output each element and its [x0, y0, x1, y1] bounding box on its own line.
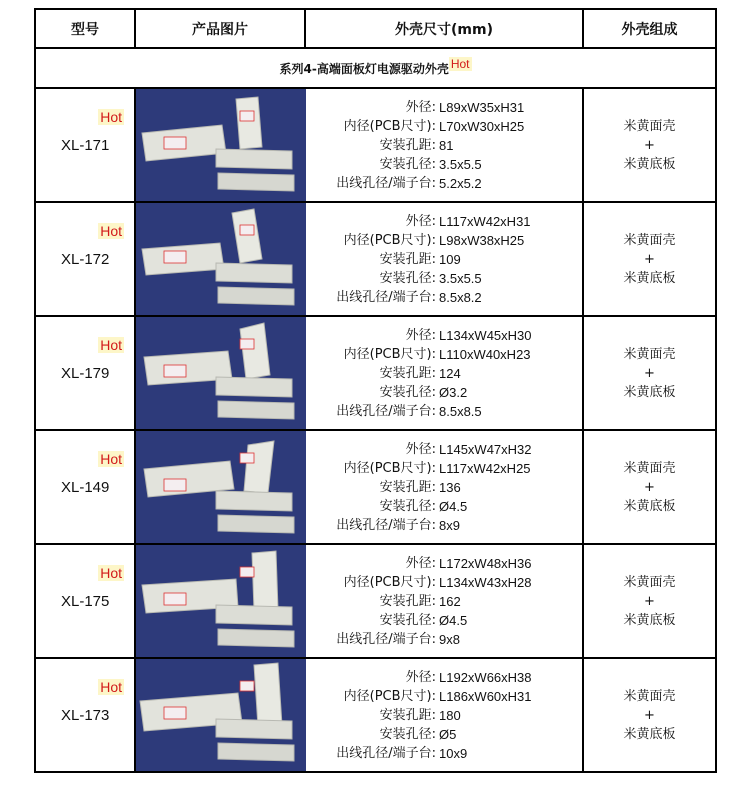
spec-hole-distance: [306, 478, 582, 497]
spec-label: 内径(PCB尺寸):: [343, 688, 436, 704]
product-photo: [136, 317, 306, 429]
spec-label: 安装孔距:: [379, 137, 436, 153]
product-image-cell: [135, 316, 305, 430]
spec-value: Ø3.2: [439, 384, 468, 400]
composition-cell: [583, 88, 716, 202]
hot-badge: Hot: [100, 451, 122, 467]
spec-value: Ø5: [439, 726, 457, 742]
spec-hole-diameter: [306, 725, 582, 744]
spec-outer: [306, 98, 582, 117]
product-row: [35, 202, 716, 316]
spec-value: L192xW66xH38: [439, 669, 532, 685]
spec-inner: [306, 459, 582, 478]
spec-hole-diameter: [306, 155, 582, 174]
spec-hole-diameter: [306, 269, 582, 288]
product-image-cell: [135, 202, 305, 316]
composition-cell: [583, 658, 716, 772]
spec-value: L98xW38xH25: [439, 232, 525, 248]
spec-label: 安装孔径:: [379, 726, 436, 742]
product-row: [35, 430, 716, 544]
product-photo: [136, 431, 306, 543]
spec-label: 安装孔径:: [379, 156, 436, 172]
spec-label: 外径:: [405, 669, 436, 685]
spec-value: 109: [439, 251, 461, 267]
dimension-cell: [305, 430, 583, 544]
header-image: 产品图片: [135, 9, 305, 48]
spec-label: 外径:: [405, 555, 436, 571]
spec-outer: [306, 668, 582, 687]
spec-label: 外径:: [405, 327, 436, 343]
dimension-cell: [305, 544, 583, 658]
spec-label: 出线孔径/端子台:: [336, 175, 436, 191]
model-cell: [35, 88, 135, 202]
spec-inner: [306, 231, 582, 250]
model-number: XL-172: [61, 251, 110, 268]
spec-value: 8.5x8.5: [439, 403, 482, 419]
spec-value: 180: [439, 707, 461, 723]
enclosure-lid: [236, 97, 262, 149]
dimension-cell: [305, 658, 583, 772]
composition-line: +: [644, 365, 655, 381]
spec-label: 内径(PCB尺寸):: [343, 118, 436, 134]
series-hot-badge: Hot: [450, 56, 470, 71]
spec-wire: [306, 516, 582, 535]
hot-badge: Hot: [100, 337, 122, 353]
spec-outer: [306, 326, 582, 345]
enclosure-cover: [142, 243, 224, 275]
spec-label: 出线孔径/端子台:: [336, 631, 436, 647]
composition-line: +: [644, 479, 655, 495]
series-row: [35, 48, 716, 88]
spec-value: 5.2x5.2: [439, 175, 482, 191]
spec-value: 3.5x5.5: [439, 156, 482, 172]
spec-value: L172xW48xH36: [439, 555, 532, 571]
composition-line: +: [644, 137, 655, 153]
spec-hole-diameter: [306, 611, 582, 630]
product-image-cell: [135, 88, 305, 202]
spec-label: 内径(PCB尺寸):: [343, 574, 436, 590]
spec-label: 安装孔距:: [379, 593, 436, 609]
spec-inner: [306, 687, 582, 706]
product-photo: [136, 89, 306, 201]
spec-label: 外径:: [405, 213, 436, 229]
model-cell: [35, 658, 135, 772]
spec-label: 安装孔径:: [379, 498, 436, 514]
spec-label: 安装孔距:: [379, 479, 436, 495]
composition-line: 米黄底板: [623, 384, 676, 400]
product-photo: [136, 203, 306, 315]
header-composition: 外壳组成: [583, 9, 716, 48]
composition-line: 米黄底板: [623, 498, 676, 514]
spec-value: L89xW35xH31: [439, 99, 525, 115]
composition-line: +: [644, 707, 655, 723]
spec-value: L117xW42xH25: [439, 460, 531, 476]
spec-label: 安装孔距:: [379, 707, 436, 723]
composition-line: 米黄面壳: [623, 688, 676, 704]
spec-wire: [306, 174, 582, 193]
spec-label: 出线孔径/端子台:: [336, 517, 436, 533]
composition-line: 米黄底板: [623, 156, 676, 172]
composition-line: 米黄底板: [623, 726, 676, 742]
series-title: 系列4-高端面板灯电源驱动外壳: [279, 61, 449, 76]
spec-value: 162: [439, 593, 461, 609]
spec-label: 安装孔径:: [379, 384, 436, 400]
hot-badge: Hot: [100, 109, 122, 125]
product-image-cell: [135, 430, 305, 544]
composition-line: 米黄面壳: [623, 460, 676, 476]
spec-hole-distance: [306, 364, 582, 383]
spec-wire: [306, 402, 582, 421]
spec-label: 内径(PCB尺寸):: [343, 460, 436, 476]
spec-value: 8.5x8.2: [439, 289, 482, 305]
spec-label: 安装孔径:: [379, 612, 436, 628]
spec-hole-diameter: [306, 497, 582, 516]
composition-line: +: [644, 251, 655, 267]
composition-cell: [583, 316, 716, 430]
spec-value: 10x9: [439, 745, 468, 761]
spec-wire: [306, 744, 582, 763]
spec-value: 81: [439, 137, 454, 153]
model-cell: [35, 202, 135, 316]
composition-line: 米黄面壳: [623, 574, 676, 590]
product-row: [35, 316, 716, 430]
product-image-cell: [135, 544, 305, 658]
spec-value: Ø4.5: [439, 612, 468, 628]
hot-badge: Hot: [100, 565, 122, 581]
composition-line: 米黄面壳: [623, 118, 676, 134]
model-cell: [35, 316, 135, 430]
product-row: [35, 88, 716, 202]
spec-label: 出线孔径/端子台:: [336, 289, 436, 305]
spec-hole-distance: [306, 706, 582, 725]
hot-badge: Hot: [100, 223, 122, 239]
spec-value: L134xW45xH30: [439, 327, 532, 343]
composition-line: 米黄面壳: [623, 346, 676, 362]
spec-label: 出线孔径/端子台:: [336, 403, 436, 419]
spec-value: L186xW60xH31: [439, 688, 532, 704]
spec-value: 8x9: [439, 517, 460, 533]
spec-label: 出线孔径/端子台:: [336, 745, 436, 761]
spec-outer: [306, 212, 582, 231]
series-cell: [35, 48, 716, 88]
spec-label: 安装孔距:: [379, 251, 436, 267]
spec-outer: [306, 440, 582, 459]
spec-value: L70xW30xH25: [439, 118, 525, 134]
model-cell: [35, 430, 135, 544]
dimension-cell: [305, 202, 583, 316]
spec-inner: [306, 345, 582, 364]
product-photo: [136, 659, 306, 771]
spec-wire: [306, 630, 582, 649]
spec-value: 9x8: [439, 631, 460, 647]
header-model: 型号: [35, 9, 135, 48]
spec-value: 3.5x5.5: [439, 270, 482, 286]
spec-value: L134xW43xH28: [439, 574, 532, 590]
spec-hole-distance: [306, 250, 582, 269]
spec-value: L110xW40xH23: [439, 346, 531, 362]
header-size: 外壳尺寸(mm): [305, 9, 583, 48]
product-image-cell: [135, 658, 305, 772]
model-number: XL-175: [61, 593, 110, 610]
product-table: [34, 8, 717, 773]
composition-line: 米黄面壳: [623, 232, 676, 248]
product-row: [35, 544, 716, 658]
spec-label: 外径:: [405, 99, 436, 115]
spec-value: Ø4.5: [439, 498, 468, 514]
spec-value: 136: [439, 479, 461, 495]
product-row: [35, 658, 716, 772]
spec-wire: [306, 288, 582, 307]
spec-inner: [306, 573, 582, 592]
spec-hole-distance: [306, 592, 582, 611]
model-number: XL-173: [61, 707, 110, 724]
spec-value: 124: [439, 365, 461, 381]
spec-value: L117xW42xH31: [439, 213, 531, 229]
model-cell: [35, 544, 135, 658]
composition-line: 米黄底板: [623, 270, 676, 286]
product-photo: [136, 545, 306, 657]
composition-cell: [583, 544, 716, 658]
header-row: [35, 9, 716, 48]
spec-hole-diameter: [306, 383, 582, 402]
spec-label: 内径(PCB尺寸):: [343, 232, 436, 248]
dimension-cell: [305, 88, 583, 202]
spec-label: 外径:: [405, 441, 436, 457]
model-number: XL-149: [61, 479, 110, 496]
model-number: XL-171: [61, 137, 110, 154]
composition-cell: [583, 202, 716, 316]
model-number: XL-179: [61, 365, 110, 382]
spec-label: 安装孔距:: [379, 365, 436, 381]
dimension-cell: [305, 316, 583, 430]
composition-line: +: [644, 593, 655, 609]
spec-label: 内径(PCB尺寸):: [343, 346, 436, 362]
hot-badge: Hot: [100, 679, 122, 695]
spec-outer: [306, 554, 582, 573]
spec-hole-distance: [306, 136, 582, 155]
spec-inner: [306, 117, 582, 136]
composition-line: 米黄底板: [623, 612, 676, 628]
composition-cell: [583, 430, 716, 544]
spec-value: L145xW47xH32: [439, 441, 532, 457]
spec-label: 安装孔径:: [379, 270, 436, 286]
